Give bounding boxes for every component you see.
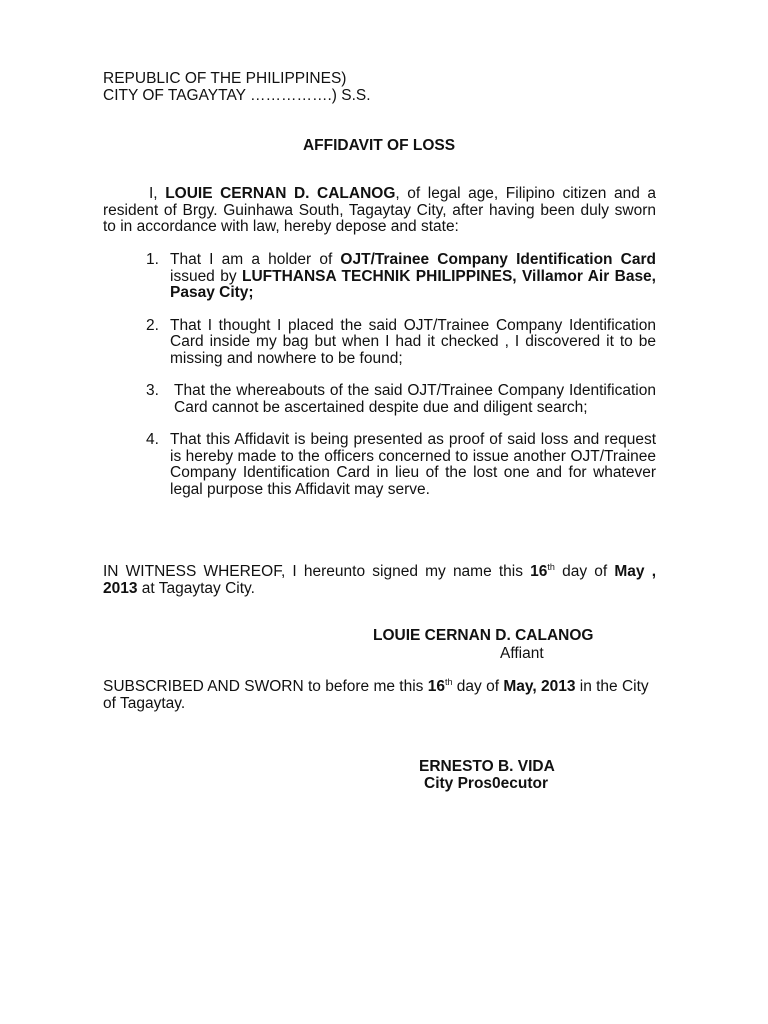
intro-text: , of legal age, Filipino citizen and a resident of Brgy. Guinhawa South, Tagaytay City, after having been duly sworn to in accordance with law, hereby depose and state: bbox=[103, 185, 656, 235]
jurat-text: day of bbox=[452, 678, 504, 695]
jurat-day-suffix: th bbox=[444, 677, 453, 687]
witness-text: at Tagaytay City. bbox=[137, 579, 255, 597]
venue-line-city: CITY OF TAGAYTAY …………….) S.S. bbox=[103, 86, 371, 104]
statement-item bbox=[146, 432, 656, 498]
statement-text: That I thought I placed the said OJT/Trainee Company Identification Card inside my bag but when I had it checked , I discovered it to be missing and nowhere to be found; bbox=[170, 316, 656, 367]
prosecutor-name: ERNESTO B. VIDA bbox=[419, 758, 555, 775]
witness-text: IN WITNESS WHEREOF, I hereunto signed my name this bbox=[103, 563, 531, 580]
statements-list bbox=[146, 252, 656, 514]
jurat-date: May, 2013 bbox=[503, 678, 576, 695]
document-title: AFFIDAVIT OF LOSS bbox=[302, 137, 456, 154]
affiant-name-inline: LOUIE CERNAN D. CALANOG bbox=[165, 185, 396, 202]
venue-header bbox=[103, 71, 371, 104]
intro-paragraph bbox=[103, 186, 656, 236]
id-card-name: OJT/Trainee Company Identification Card bbox=[340, 251, 656, 268]
statement-item bbox=[146, 318, 656, 368]
jurat-paragraph bbox=[103, 679, 656, 712]
statement-text-part: That I am a holder of bbox=[170, 251, 341, 268]
statement-number: 1. bbox=[146, 251, 159, 268]
jurat-text: in the City of Tagaytay. bbox=[103, 678, 649, 712]
statement-text: That the whereabouts of the said OJT/Trainee Company Identification Card cannot be ascertained despite due and diligent search; bbox=[174, 382, 656, 416]
statement-item bbox=[146, 383, 656, 416]
statement-number: 3. bbox=[146, 382, 159, 399]
statement-text-part: issued by bbox=[170, 267, 242, 285]
witness-text: day of bbox=[554, 563, 615, 580]
venue-line-republic: REPUBLIC OF THE PHILIPPINES) bbox=[103, 70, 347, 87]
witness-paragraph bbox=[103, 564, 656, 597]
prosecutor-title: City Pros0ecutor bbox=[424, 775, 549, 792]
jurat-day: 16 bbox=[427, 678, 445, 695]
affiant-signature-name: LOUIE CERNAN D. CALANOG bbox=[373, 627, 594, 644]
affiant-label: Affiant bbox=[500, 645, 544, 662]
statement-number: 2. bbox=[146, 316, 159, 334]
issuer-name: LUFTHANSA TECHNIK PHILIPPINES, Villamor Air Base, Pasay City; bbox=[170, 267, 656, 301]
statement-item bbox=[146, 252, 656, 302]
witness-day: 16 bbox=[530, 563, 548, 580]
witness-date: May , 2013 bbox=[103, 563, 657, 597]
statement-number: 4. bbox=[146, 431, 159, 448]
statement-text bbox=[170, 252, 656, 302]
jurat-text: SUBSCRIBED AND SWORN to before me this bbox=[103, 678, 428, 695]
statement-text: That this Affidavit is being presented as proof of said loss and request is hereby made to the officers concerned to issue another OJT/Trainee Company Identification Card in lieu of the lost one and for whatever legal purpose this Affidavit may serve. bbox=[170, 431, 656, 498]
witness-day-suffix: th bbox=[547, 562, 555, 572]
intro-prefix: I, bbox=[149, 185, 166, 202]
